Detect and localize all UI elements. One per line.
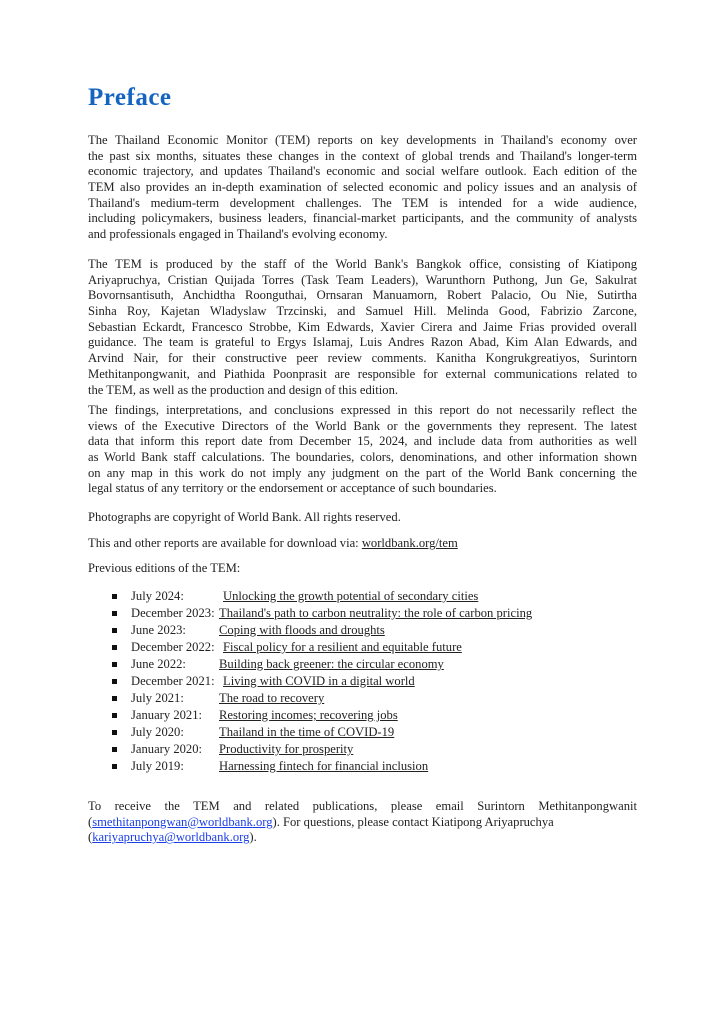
previous-editions-heading: Previous editions of the TEM:: [88, 561, 241, 575]
edition-link[interactable]: Unlocking the growth potential of secondary cities: [223, 589, 479, 603]
edition-date: January 2020:: [131, 742, 202, 756]
contact-text: ). For questions, please contact Kiatipong Ariyapruchya: [272, 814, 554, 829]
edition-date: December 2022:: [131, 640, 215, 654]
edition-link[interactable]: Restoring incomes; recovering jobs: [219, 708, 398, 722]
download-text: This and other reports are available for download via:: [88, 536, 362, 550]
edition-date: June 2022:: [131, 657, 186, 671]
paragraph-line: and professionals engaged in Thailand's evolving economy.: [88, 227, 388, 242]
edition-date: January 2021:: [131, 708, 202, 722]
paragraph-line: Thailand's medium-term development challenges. The TEM is intended for a wide audience,: [88, 195, 637, 210]
contact-paragraph: [88, 799, 637, 846]
paragraph-line: The Thailand Economic Monitor (TEM) reports on key developments in Thailand's economy over: [88, 133, 637, 147]
paragraph-line: The TEM is produced by the staff of the World Bank's Bangkok office, consisting of Kiatipong: [88, 257, 637, 271]
paragraph-line: The findings, interpretations, and conclusions expressed in this report do not necessarily reflect the: [88, 403, 637, 417]
edition-link[interactable]: Productivity for prosperity: [219, 742, 354, 756]
paragraph-line: TEM also provides an in-depth examination of selected economic and policy issues and an analysis of: [88, 180, 637, 195]
edition-date: July 2020:: [131, 725, 184, 739]
edition-link[interactable]: Harnessing fintech for financial inclusion: [219, 759, 429, 773]
bullet-icon: [112, 594, 117, 599]
page-title: Preface: [88, 84, 172, 111]
edition-link[interactable]: Thailand's path to carbon neutrality: the role of carbon pricing: [219, 606, 533, 620]
paragraph-line: Arvind Nair, for their constructive peer review comments. Kanitha Kongrukgreatiyos, Surintorn: [88, 351, 637, 366]
edition-link[interactable]: Building back greener: the circular economy: [219, 657, 444, 671]
paragraph-line: Methitanpongwanit, and Piathida Poonprasit are responsible for external communications related to: [88, 366, 637, 381]
paragraph-line: the past six months, situates these changes in the context of global trends and Thailand's longer-term: [88, 148, 637, 163]
bullet-icon: [112, 696, 117, 701]
contact-line: To receive the TEM and related publications, please email Surintorn Methitanpongwanit: [88, 799, 637, 813]
bullet-icon: [112, 747, 117, 752]
paragraph-line: views of the Executive Directors of the World Bank or the governments they represent. The latest: [88, 418, 637, 433]
paragraph-line: on any map in this work do not imply any judgment on the part of the World Bank concerning the: [88, 465, 637, 480]
edition-date: July 2024:: [131, 589, 184, 603]
paragraph-line: legal status of any territory or the endorsement or acceptance of such boundaries.: [88, 481, 497, 496]
paragraph-line: economic trajectory, and updates Thailand's economic and social welfare outlook. Each edition of the: [88, 164, 637, 179]
paren: (: [88, 830, 93, 845]
email-link-ariyapruchya[interactable]: kariyapruchya@worldbank.org: [92, 830, 250, 845]
paragraph-line: Ariyapruchya, Cristian Quijada Torres (Task Team Leaders), Warunthorn Puthong, Jun Ge, Sakulrat: [88, 272, 637, 287]
edition-date: June 2023:: [131, 623, 186, 637]
paragraph-line: as World Bank staff calculations. The boundaries, colors, denominations, and other information shown: [88, 450, 637, 465]
bullet-icon: [112, 713, 117, 718]
paragraph-line: guidance. The team is grateful to Ergys Islamaj, Luis Andres Razon Abad, Kim Alan Edwards, and: [88, 335, 637, 350]
edition-link[interactable]: Fiscal policy for a resilient and equitable future: [223, 640, 462, 654]
contact-text: ).: [249, 830, 257, 845]
edition-date: December 2021:: [131, 674, 215, 688]
intro-paragraph: [88, 133, 637, 243]
bullet-icon: [112, 628, 117, 633]
edition-date: July 2019:: [131, 759, 184, 773]
bullet-icon: [112, 679, 117, 684]
email-link-methitanpongwanit[interactable]: smethitanpongwan@worldbank.org: [92, 814, 273, 829]
bullet-icon: [112, 764, 117, 769]
bullet-icon: [112, 662, 117, 667]
photographs-notice: Photographs are copyright of World Bank. All rights reserved.: [88, 510, 401, 524]
disclaimer-paragraph: [88, 403, 637, 497]
bullet-icon: [112, 645, 117, 650]
paren: (: [88, 814, 93, 829]
contact-line: [88, 830, 637, 846]
paragraph-line: Sebastian Eckardt, Francesco Strobbe, Kim Edwards, Xavier Cirera and Jaime Frias provided overall: [88, 319, 637, 334]
download-link[interactable]: worldbank.org/tem: [361, 536, 458, 550]
bullet-icon: [112, 611, 117, 616]
download-notice: [88, 536, 458, 551]
paragraph-line: including policymakers, business leaders, financial-market participants, and the community of analysts: [88, 211, 637, 226]
edition-link[interactable]: The road to recovery: [219, 691, 325, 705]
bullet-icon: [112, 730, 117, 735]
edition-link[interactable]: Coping with floods and droughts: [219, 623, 385, 637]
team-paragraph: [88, 257, 637, 398]
contact-line: [88, 815, 637, 831]
paragraph-line: data that inform this report date from December 15, 2024, and include data from authorities as well: [88, 434, 637, 449]
paragraph-line: Sinha Roy, Kajetan Wladyslaw Trzcinski, and Samuel Hill. Melinda Good, Fabrizio Zarcone,: [88, 304, 637, 319]
edition-date: December 2023:: [131, 606, 215, 620]
edition-link[interactable]: Living with COVID in a digital world: [223, 674, 415, 688]
paragraph-line: the TEM, as well as the production and design of this edition.: [88, 382, 399, 397]
paragraph-line: Bovornsantisuth, Anchidtha Roonguthai, Ornsaran Manuamorn, Robert Palacio, Ou Nie, Sutirtha: [88, 288, 637, 303]
edition-date: July 2021:: [131, 691, 184, 705]
edition-link[interactable]: Thailand in the time of COVID-19: [219, 725, 395, 739]
